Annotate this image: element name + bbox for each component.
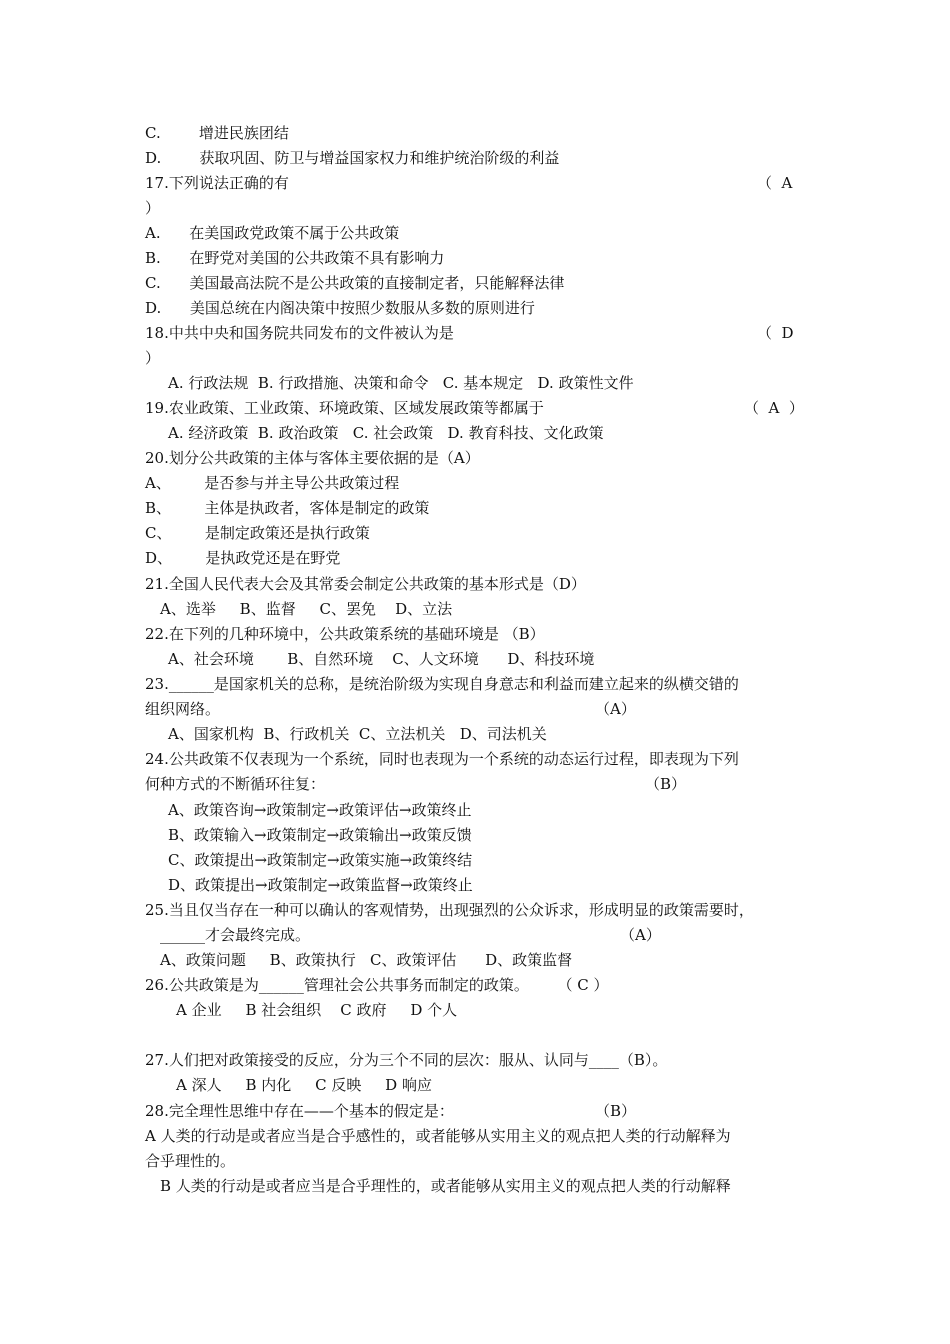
question-19: 19.农业政策、工业政策、环境政策、区域发展政策等都属于 — [145, 399, 544, 417]
question-24-option-c: C、政策提出→政策制定→政策实施→政策终结 — [168, 851, 473, 869]
question-28: 28.完全理性思维中存在——个基本的假定是： — [145, 1102, 454, 1120]
answer-24: （B） — [645, 775, 687, 793]
question-24: 24.公共政策不仅表现为一个系统，同时也表现为一个系统的动态运行过程，即表现为下列 — [145, 750, 739, 768]
question-21-options: A、选举 B、监督 C、罢免 D、立法 — [160, 600, 453, 618]
question-23-options: A、国家机构 B、行政机关 C、立法机关 D、司法机关 — [168, 725, 547, 743]
question-24-option-b: B、政策输入→政策制定→政策输出→政策反馈 — [168, 826, 472, 844]
question-26-options: A 企业 B 社会组织 C 政府 D 个人 — [176, 1001, 458, 1019]
answer-25: （A） — [620, 926, 661, 944]
answer-17: （ A — [757, 174, 793, 192]
question-17: 17.下列说法正确的有 — [145, 174, 289, 192]
question-25-options: A、政策问题 B、政策执行 C、政策评估 D、政策监督 — [160, 951, 573, 969]
question-23-continued: 组织网络。 — [145, 700, 221, 718]
option-d: D. 获取巩固、防卫与增益国家权力和维护统治阶级的利益 — [145, 149, 560, 167]
question-18: 18.中共中央和国务院共同发布的文件被认为是 — [145, 324, 454, 342]
answer-18-close: ） — [145, 349, 161, 367]
question-24-continued: 何种方式的不断循环往复： — [145, 775, 326, 793]
answer-19: （ A ） — [744, 399, 804, 417]
question-18-options: A. 行政法规 B. 行政措施、决策和命令 C. 基本规定 D. 政策性文件 — [168, 374, 634, 392]
question-22-options: A、社会环境 B、自然环境 C、人文环境 D、科技环境 — [168, 650, 595, 668]
question-17-option-d: D. 美国总统在内阁决策中按照少数服从多数的原则进行 — [145, 299, 535, 317]
question-17-option-a: A. 在美国政党政策不属于公共政策 — [145, 224, 400, 242]
answer-18: （ D — [757, 324, 794, 342]
question-26: 26.公共政策是为______管理社会公共事务而制定的政策。 （ C ） — [145, 976, 609, 994]
answer-28: （B） — [595, 1102, 637, 1120]
question-28-option-a-continued: 合乎理性的。 — [145, 1152, 236, 1170]
question-24-option-d: D、政策提出→政策制定→政策监督→政策终止 — [168, 876, 473, 894]
question-22: 22.在下列的几种环境中，公共政策系统的基础环境是 （B） — [145, 625, 545, 643]
question-28-option-b: B 人类的行动是或者应当是合乎理性的，或者能够从实用主义的观点把人类的行动解释 — [160, 1177, 731, 1195]
answer-23: （A） — [595, 700, 636, 718]
question-20: 20.划分公共政策的主体与客体主要依据的是（A） — [145, 449, 480, 467]
question-25-continued: ______才会最终完成。 — [160, 926, 311, 944]
question-17-option-b: B. 在野党对美国的公共政策不具有影响力 — [145, 249, 445, 267]
question-20-option-a: A、 是否参与并主导公共政策过程 — [145, 474, 400, 492]
question-27: 27.人们把对政策接受的反应，分为三个不同的层次：服从、认同与____（B）。 — [145, 1051, 668, 1069]
question-25: 25.当且仅当存在一种可以确认的客观情势，出现强烈的公众诉求，形成明显的政策需要时， — [145, 901, 754, 919]
question-21: 21.全国人民代表大会及其常委会制定公共政策的基本形式是（D） — [145, 575, 586, 593]
answer-17-close: ） — [145, 199, 161, 217]
question-17-option-c: C. 美国最高法院不是公共政策的直接制定者，只能解释法律 — [145, 274, 565, 292]
question-28-option-a: A 人类的行动是或者应当是合乎感性的，或者能够从实用主义的观点把人类的行动解释为 — [145, 1127, 731, 1145]
question-23: 23.______是国家机关的总称，是统治阶级为实现自身意志和利益而建立起来的纵横交错的 — [145, 675, 739, 693]
question-19-options: A. 经济政策 B. 政治政策 C. 社会政策 D. 教育科技、文化政策 — [168, 424, 604, 442]
question-24-option-a: A、政策咨询→政策制定→政策评估→政策终止 — [168, 801, 472, 819]
question-20-option-c: C、 是制定政策还是执行政策 — [145, 524, 370, 542]
question-20-option-b: B、 主体是执政者，客体是制定的政策 — [145, 499, 430, 517]
question-27-options: A 深人 B 内化 C 反映 D 响应 — [176, 1076, 432, 1094]
question-20-option-d: D、 是执政党还是在野党 — [145, 549, 341, 567]
option-c: C. 增进民族团结 — [145, 124, 289, 142]
